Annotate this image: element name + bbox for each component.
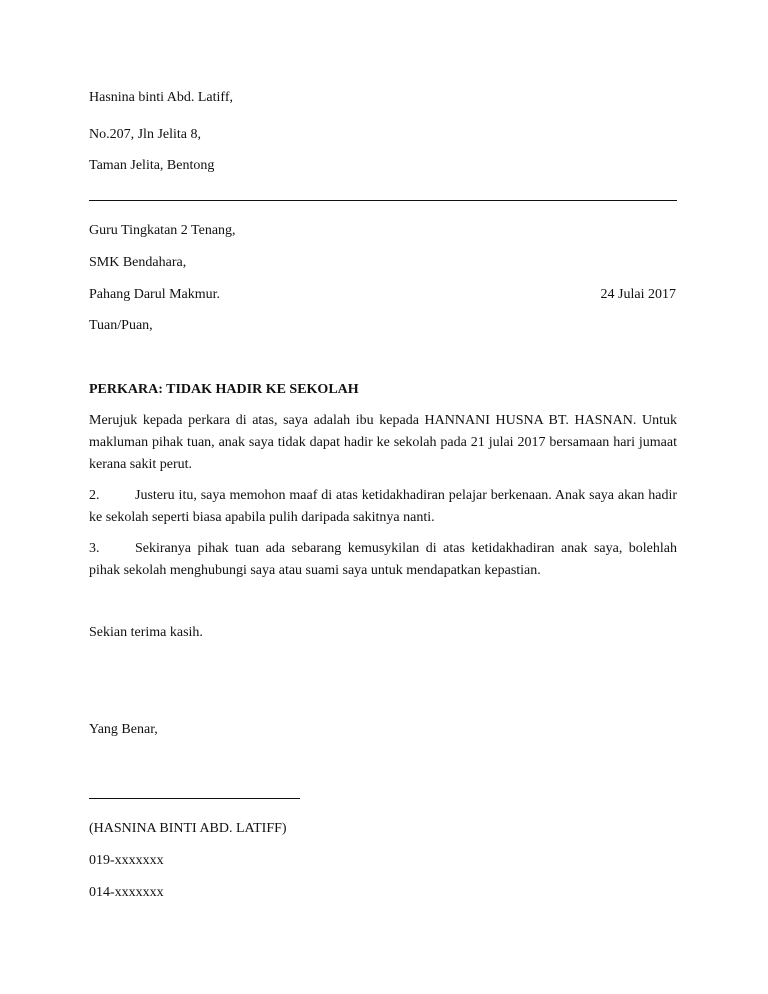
- phone-number-1: 019-xxxxxxx: [89, 853, 164, 868]
- signature-line: [89, 798, 300, 799]
- paragraph-2-text: Justeru itu, saya memohon maaf di atas ketidakhadiran pelajar berkenaan. Anak saya akan hadir ke sekolah seperti biasa apabila pulih daripada sakitnya nanti.: [89, 488, 677, 525]
- recipient-line3: Pahang Darul Makmur.: [89, 287, 221, 302]
- letter-date: 24 Julai 2017: [600, 287, 676, 302]
- letter-subject: PERKARA: TIDAK HADIR KE SEKOLAH: [89, 382, 359, 397]
- paragraph-1: Merujuk kepada perkara di atas, saya adalah ibu kepada HANNANI HUSNA BT. HASNAN. Untuk makluman pihak tuan, anak saya tidak dapat hadir ke sekolah pada 21 julai 2017 bersamaan hari jumaat kerana sakit perut.: [89, 413, 677, 472]
- recipient-line2: SMK Bendahara,: [89, 255, 187, 270]
- recipient-line1: Guru Tingkatan 2 Tenang,: [89, 223, 236, 238]
- sender-address-line1: No.207, Jln Jelita 8,: [89, 127, 201, 142]
- salutation: Tuan/Puan,: [89, 318, 153, 333]
- sender-name: Hasnina binti Abd. Latiff,: [89, 90, 233, 105]
- sign-off: Yang Benar,: [89, 722, 158, 737]
- paragraph-3: [89, 538, 677, 582]
- paragraph-2: [89, 485, 677, 529]
- paragraph-3-text: Sekiranya pihak tuan ada sebarang kemusykilan di atas ketidakhadiran anak saya, bolehlah pihak sekolah menghubungi saya atau suami saya untuk mendapatkan kepastian.: [89, 541, 677, 578]
- sender-address-line2: Taman Jelita, Bentong: [89, 158, 215, 173]
- closing-line: Sekian terima kasih.: [89, 625, 203, 640]
- paragraph-2-number: 2.: [89, 488, 100, 503]
- phone-number-2: 014-xxxxxxx: [89, 885, 164, 900]
- paragraph-3-number: 3.: [89, 541, 100, 556]
- signatory-name: (HASNINA BINTI ABD. LATIFF): [89, 821, 287, 836]
- header-divider: [89, 200, 677, 201]
